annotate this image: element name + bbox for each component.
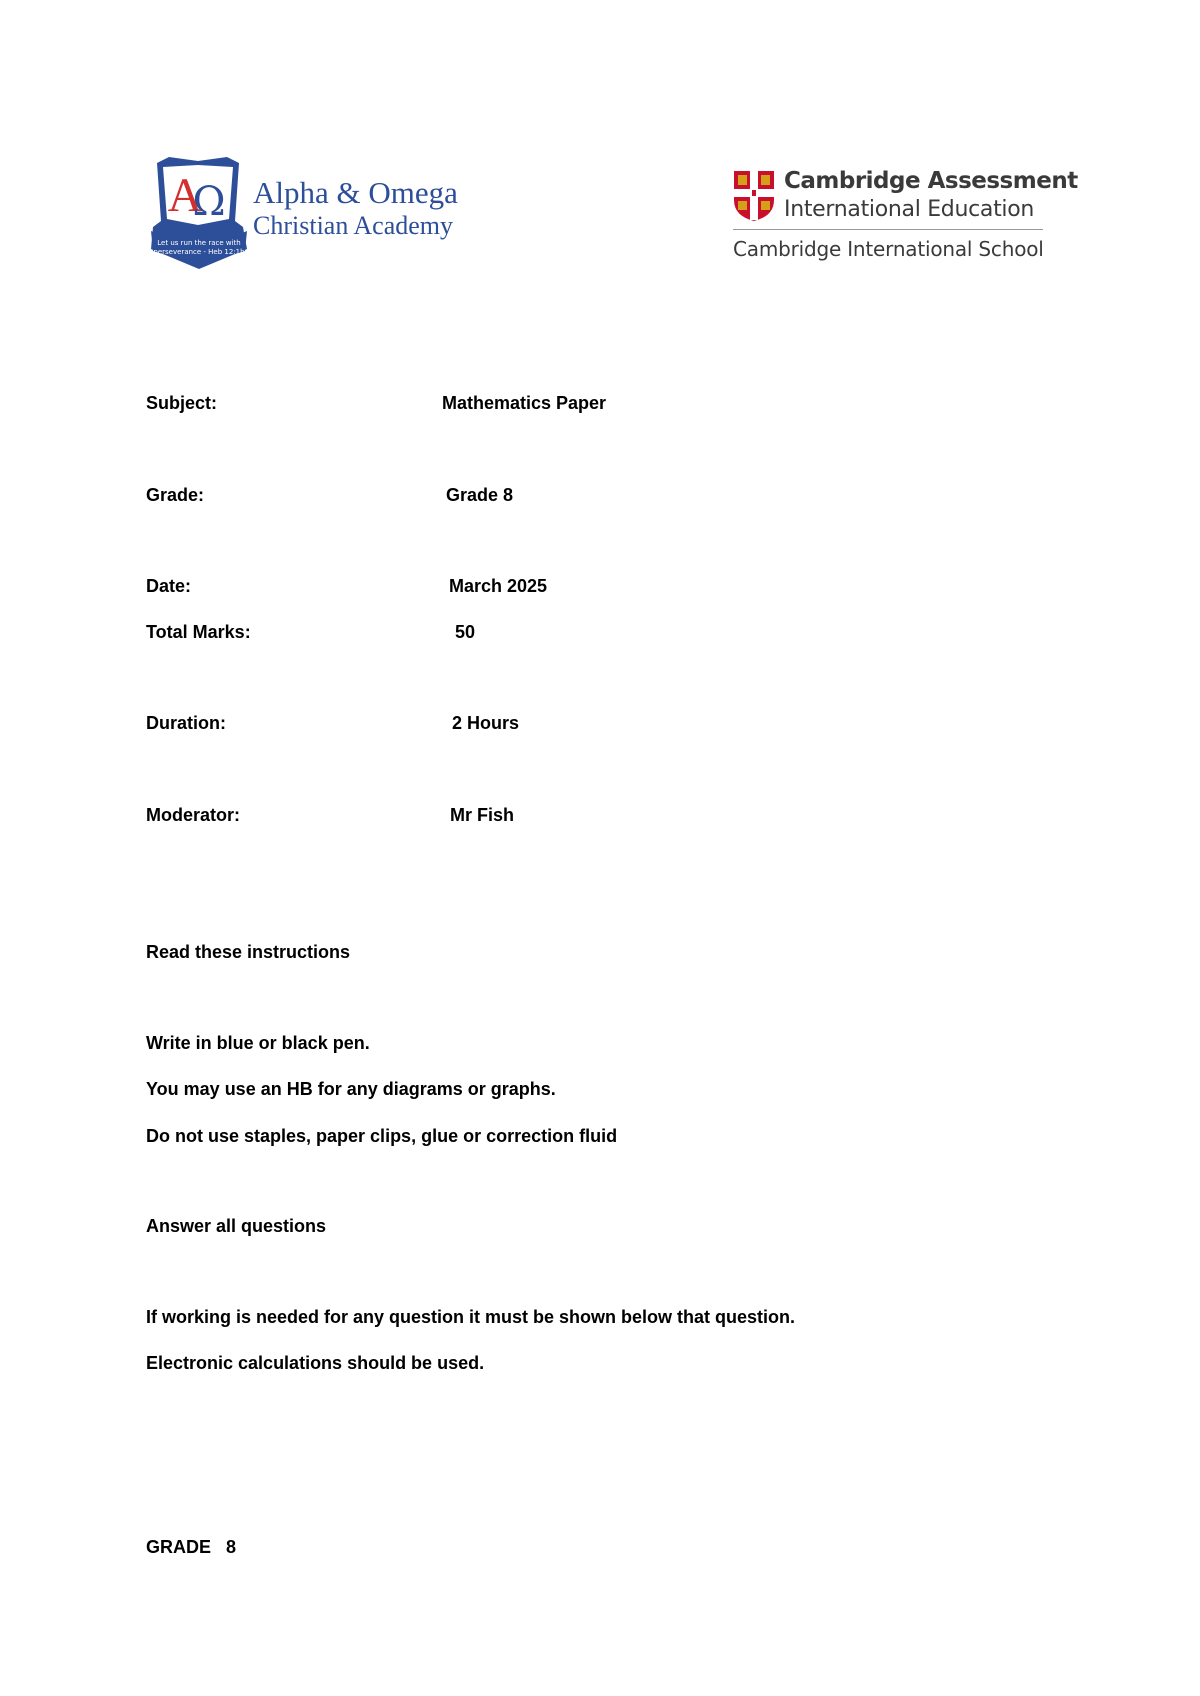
cambridge-crest-icon [733, 170, 775, 222]
academy-name-line1: Alpha & Omega [253, 175, 458, 210]
duration-value: 2 Hours [452, 713, 520, 733]
moderator-value: Mr Fish [450, 805, 515, 825]
svg-text:perseverance - Heb 12:1b: perseverance - Heb 12:1b [153, 248, 245, 256]
academy-shield-icon [143, 155, 253, 275]
subject-label: Subject: [146, 393, 218, 413]
instruction-calculators: Electronic calculations should be used. [146, 1353, 485, 1373]
footer-grade: GRADE 8 [146, 1537, 237, 1557]
cambridge-logo [733, 168, 1078, 268]
academy-name-line2: Christian Academy [253, 211, 454, 240]
svg-text:Let us run the race with: Let us run the race with [157, 239, 241, 247]
cambridge-divider [733, 229, 1043, 230]
svg-text:Ω: Ω [192, 179, 226, 225]
academy-logo [143, 155, 483, 275]
date-value: March 2025 [449, 576, 548, 596]
instruction-working: If working is needed for any question it must be shown below that question. [146, 1307, 796, 1327]
date-label: Date: [146, 576, 192, 596]
instruction-answer-all: Answer all questions [146, 1216, 327, 1236]
cambridge-name-line2: International Education [784, 197, 1035, 222]
grade-label: Grade: [146, 485, 205, 505]
instruction-no-staples: Do not use staples, paper clips, glue or correction fluid [146, 1126, 618, 1146]
total-marks-label: Total Marks: [146, 622, 251, 642]
grade-value: Grade 8 [446, 485, 514, 505]
cambridge-name-line1: Cambridge Assessment [784, 168, 1078, 194]
cambridge-school-line: Cambridge International School [733, 237, 1044, 261]
instruction-pencil: You may use an HB for any diagrams or graphs. [146, 1079, 556, 1099]
instruction-pen: Write in blue or black pen. [146, 1033, 370, 1053]
duration-label: Duration: [146, 713, 226, 733]
svg-text:A: A [167, 169, 203, 222]
total-marks-value: 50 [455, 622, 476, 642]
subject-value: Mathematics Paper [442, 393, 607, 413]
instructions-heading: Read these instructions [146, 942, 351, 962]
moderator-label: Moderator: [146, 805, 240, 825]
